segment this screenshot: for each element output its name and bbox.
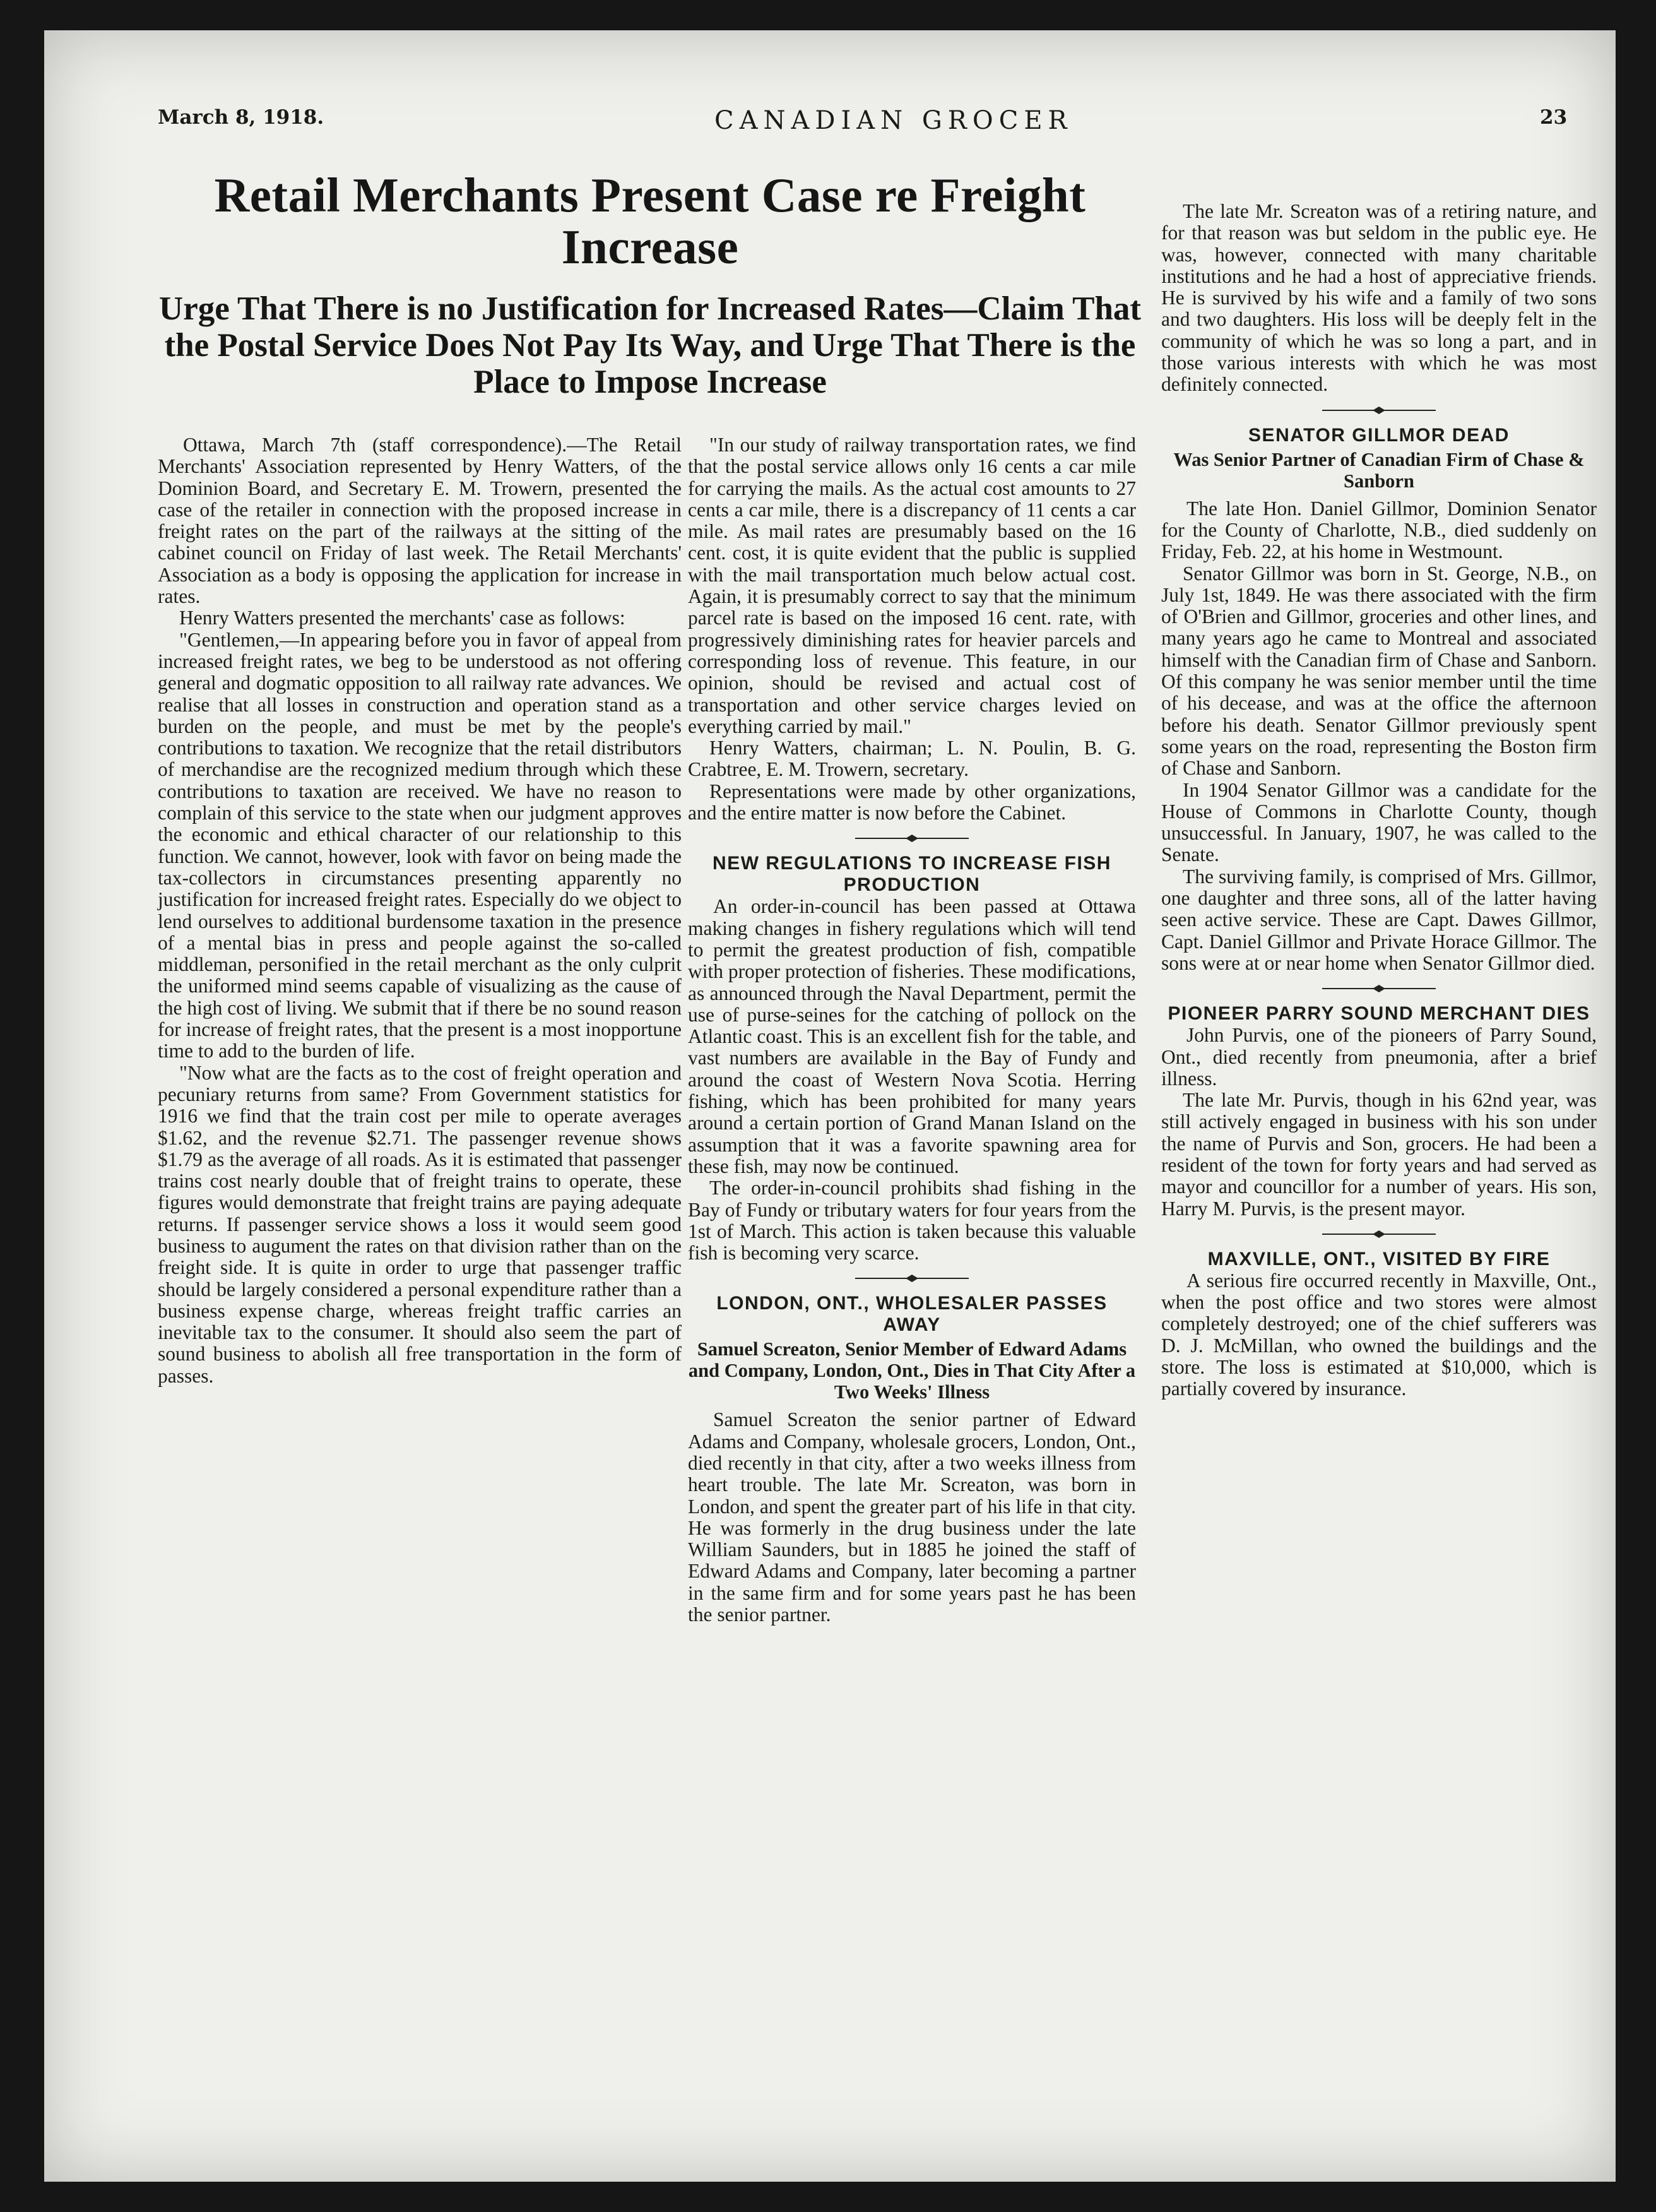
main-paragraph: "Now what are the facts as to the cost of freight operation and pecuniary returns from same? From Government statistics for 1916 we find that the train cost per mile to operate averages $1.62, and the revenue $2.71. The passenger revenue shows $1.79 as the average of all roads. As it is estimated that passenger trains cost nearly double that of freight trains to operate, these figures would demonstrate that freight trains are paying adequate returns. If passenger service shows a loss it would seem good business to augument the rates on that division rather than on the freight side. It is quite in order to urge that passenger traffic should be largely considered a personal expenditure rather than a business expense charge, whereas freight traffic carries an inevitable tax to the consumer. It should also seem the part of sound business to abolish all free transportation in the form of passes. [158,1061,682,1387]
fish-paragraph: An order-in-council has been passed at Ottawa making changes in fishery regulations which will tend to permit the greatest production of fish, compatible with proper protection of fisheries. These modifications, as announced through the Naval Department, permit the use of purse-seines for the catching of pollock on the Atlantic coast. This is an excellent fish for the table, and vast numbers are available in the Bay of Fundy and around the coast of Western Nova Scotia. Herring fishing, which has been prohibited for many years around a certain portion of Grand Manan Island on the assumption that it was a favorite spawning area for these fish, may now be continued. [688,895,1136,1177]
fish-paragraph: The order-in-council prohibits shad fishing in the Bay of Fundy or tributary waters for four years from the 1st of March. This action is taken because this valuable fish is becoming very scarce. [688,1177,1136,1264]
main-paragraph: Henry Watters, chairman; L. N. Poulin, B. G. Crabtree, E. M. Trowern, secretary. [688,737,1136,781]
gillmor-article-subtitle: Was Senior Partner of Canadian Firm of Chase & Sanborn [1173,448,1585,492]
section-divider [1322,984,1436,993]
column-3 [1161,201,1597,1400]
main-headline-block [158,169,1142,400]
main-subhead: Urge That There is no Justification for Increased Rates—Claim That the Postal Service Does Not Pay Its Way, and Urge That There is the Place to Impose Increase [158,290,1142,400]
gillmor-paragraph: Senator Gillmor was born in St. George, N.B., on July 1st, 1849. He was there associated with the firm of O'Brien and Gillmor, groceries and other lines, and many years ago he came to Montreal and associated himself with the Canadian firm of Chase and Sanborn. Of this company he was senior member until the time of his decease, and was at the office the afternoon before his death. Senator Gillmor previously spent some years on the road, representing the Boston firm of Chase and Sanborn. [1161,562,1597,780]
gillmor-article-title: SENATOR GILLMOR DEAD [1248,424,1510,446]
purvis-paragraph: The late Mr. Purvis, though in his 62nd year, was still actively engaged in business with his son under the name of Purvis and Son, grocers. He had been a resident of the town for forty years and had served as mayor and councillor for a number of years. His son, Harry M. Purvis, is the present mayor. [1161,1089,1597,1220]
maxville-article-title: MAXVILLE, ONT., VISITED BY FIRE [1207,1248,1551,1270]
gillmor-paragraph: The late Hon. Daniel Gillmor, Dominion Senator for the County of Charlotte, N.B., died suddenly on Friday, Feb. 22, at his home in Westmount. [1161,497,1597,563]
screaton-paragraph: Samuel Screaton the senior partner of Edward Adams and Company, wholesale grocers, London, Ont., died recently in that city, after a two weeks illness from heart trouble. The late Mr. Screaton, was born in London, and spent the greater part of his life in that city. He was formerly in the drug business under the late William Saunders, but in 1885 he joined the staff of Edward Adams and Company, later becoming a partner in the same firm and for some years past he has been the senior partner. [688,1408,1136,1626]
main-paragraph: Ottawa, March 7th (staff correspondence).—The Retail Merchants' Association represented by Henry Watters, of the Dominion Board, and Secretary E. M. Trowern, presented the case of the retailer in connection with the proposed increase in freight rates on the part of the railways at the sitting of the cabinet council on Friday of last week. The Retail Merchants' Association as a body is opposing the application for increase in rates. [158,434,682,608]
purvis-article-title: PIONEER PARRY SOUND MERCHANT DIES [1168,1003,1590,1025]
issue-date: March 8, 1918. [158,106,324,129]
gillmor-paragraph: In 1904 Senator Gillmor was a candidate for the House of Commons in Charlotte County, though unsuccessful. In January, 1907, he was called to the Senate. [1161,778,1597,866]
fish-article-title: NEW REGULATIONS TO INCREASE FISH PRODUCTION [713,853,1111,896]
section-divider [1322,1230,1436,1239]
main-paragraph: "In our study of railway transportation rates, we find that the postal service allows only 16 cents a car mile for carrying the mails. As the actual cost amounts to 27 cents a car mile, there is a discrepancy of 11 cents a car mile. As mail rates are presumably based on the 16 cent. cost, it is quite evident that the public is supplied with the mail transportation much below actual cost. Again, it is presumably correct to say that the minimum parcel rate is based on the imposed 16 cent. rate, with progressively diminishing rates for heavier parcels and corresponding loss of revenue. This feature, in our opinion, should be revised and actual cost of transportation and other service charges levied on everything carried by mail." [688,434,1136,737]
main-paragraph: Henry Watters presented the merchants' case as follows: [179,607,625,629]
screaton-article-title: LONDON, ONT., WHOLESALER PASSES AWAY [716,1293,1108,1336]
column-2 [688,434,1136,1626]
section-divider [855,834,969,843]
screaton-article-subtitle: Samuel Screaton, Senior Member of Edward Adams and Company, London, Ont., Dies in That City After a Two Weeks' Illness [688,1338,1136,1403]
page-header [44,30,1616,150]
newspaper-page [44,30,1616,2182]
main-headline: Retail Merchants Present Case re Freight Increase [214,168,1086,274]
gillmor-paragraph: The surviving family, is comprised of Mrs. Gillmor, one daughter and three sons, all of the latter having seen active service. These are Capt. Dawes Gillmor, Capt. Daniel Gillmor and Private Horace Gillmor. The sons were at or near home when Senator Gillmor died. [1161,865,1597,974]
section-divider [1322,406,1436,415]
main-paragraph: "Gentlemen,—In appearing before you in favor of appeal from increased freight rates, we beg to be understood as not offering general and dogmatic opposition to all railway rate advances. We realise that all losses in construction and operation stand as a burden on the people, and must be met by the people's contributions to taxation. We recognize that the retail distributors of merchandise are the recognized medium through which these contributions to taxation are received. We have no reason to complain of this service to the state when our judgment approves the economic and ethical character of our relationship to this function. We cannot, however, look with favor on being made the tax-collectors in circumstances presenting apparently no justification for increased freight rates. Especially do we object to lend ourselves to additional burdensome taxation in the presence of a mental bias in press and people against the so-called middleman, personified in the retail merchant as the only culprit the uniformed mind seems capable of visualizing as the cause of the high cost of living. We submit that if there be no sound reason for increase of freight rates, that the present is a most inopportune time to add to the burden of life. [158,628,682,1062]
publication-title: CANADIAN GROCER [714,106,1073,135]
column-1 [158,434,682,1387]
page-number: 23 [1540,106,1568,129]
screaton-paragraph: The late Mr. Screaton was of a retiring nature, and for that reason was but seldom in the public eye. He was, however, connected with many charitable institutions and he had a host of appreciative friends. He is survived by his wife and a family of two sons and two daughters. His loss will be deeply felt in the community of which he was so long a part, and in those various interests with which he was most definitely connected. [1161,200,1597,396]
section-divider [855,1274,969,1283]
maxville-paragraph: A serious fire occurred recently in Maxville, Ont., when the post office and two stores were almost completely destroyed; one of the chief sufferers was D. J. McMillan, who owned the buildings and the store. The loss is estimated at $10,000, which is partially covered by insurance. [1161,1269,1597,1400]
main-paragraph: Representations were made by other organizations, and the entire matter is now before the Cabinet. [688,780,1136,824]
purvis-paragraph: John Purvis, one of the pioneers of Parry Sound, Ont., died recently from pneumonia, after a brief illness. [1161,1024,1597,1090]
